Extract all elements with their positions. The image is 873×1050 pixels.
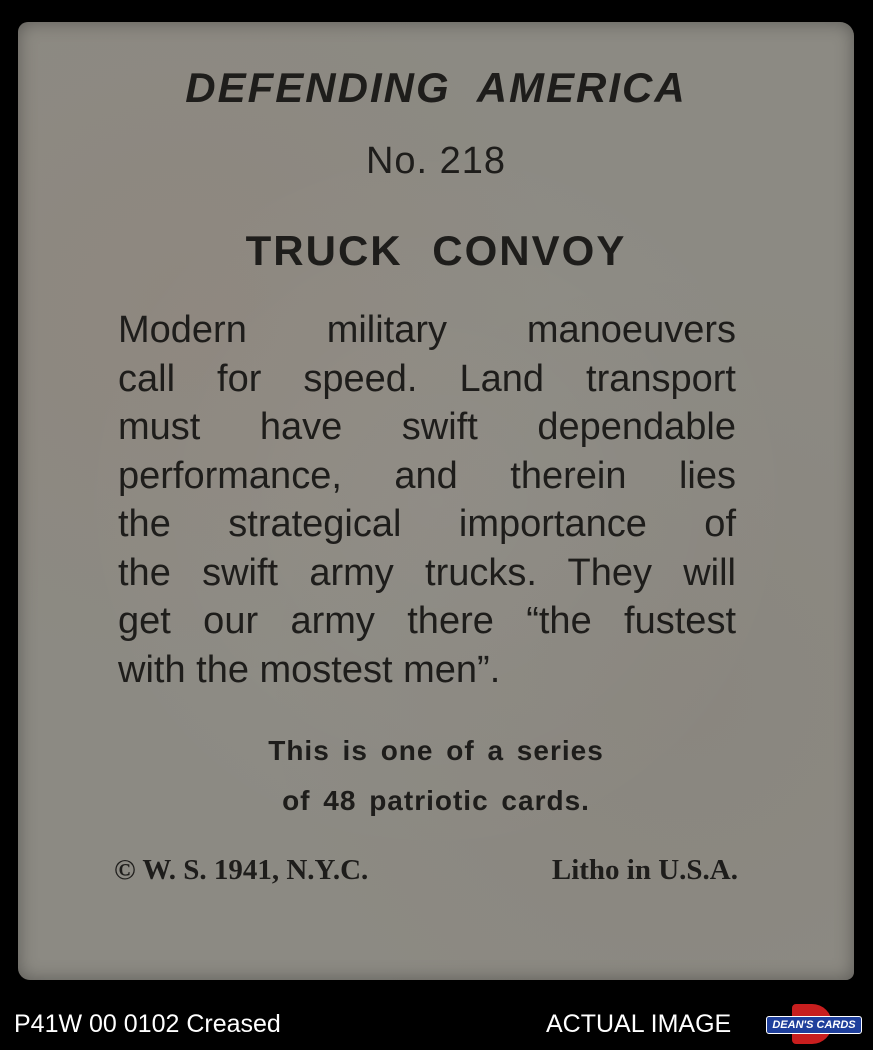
description-line: with the mostest men”. [118,648,501,691]
description-line: must have swift dependable [118,406,736,448]
description-line: the strategical importance of [118,503,736,545]
copyright-line [114,854,738,887]
description-line: Modern military manoeuvers [118,309,736,351]
description-line: the swift army trucks. They will [118,551,736,594]
card-back [18,22,854,980]
logo-text: DEAN'S CARDS [766,1016,862,1034]
series-note-line: This is one of a series [268,735,604,766]
item-code-label: P41W 00 0102 Creased [14,1010,281,1038]
card-title: TRUCK CONVOY [245,227,627,274]
description-line: performance, and therein lies [118,454,736,497]
card-description [118,306,736,694]
series-note-line: of 48 patriotic cards. [282,785,590,816]
card-number: No. 218 [365,140,507,182]
printer-text: Litho in U.S.A. [551,854,738,886]
actual-image-label: ACTUAL IMAGE [546,1010,732,1038]
copyright-text: © W. S. 1941, N.Y.C. [114,854,369,886]
series-title: DEFENDING AMERICA [185,64,687,111]
description-line: get our army there “the fustest [118,600,736,642]
series-note [18,726,854,826]
deans-cards-logo [766,1004,860,1044]
description-line: call for speed. Land transport [118,357,736,400]
